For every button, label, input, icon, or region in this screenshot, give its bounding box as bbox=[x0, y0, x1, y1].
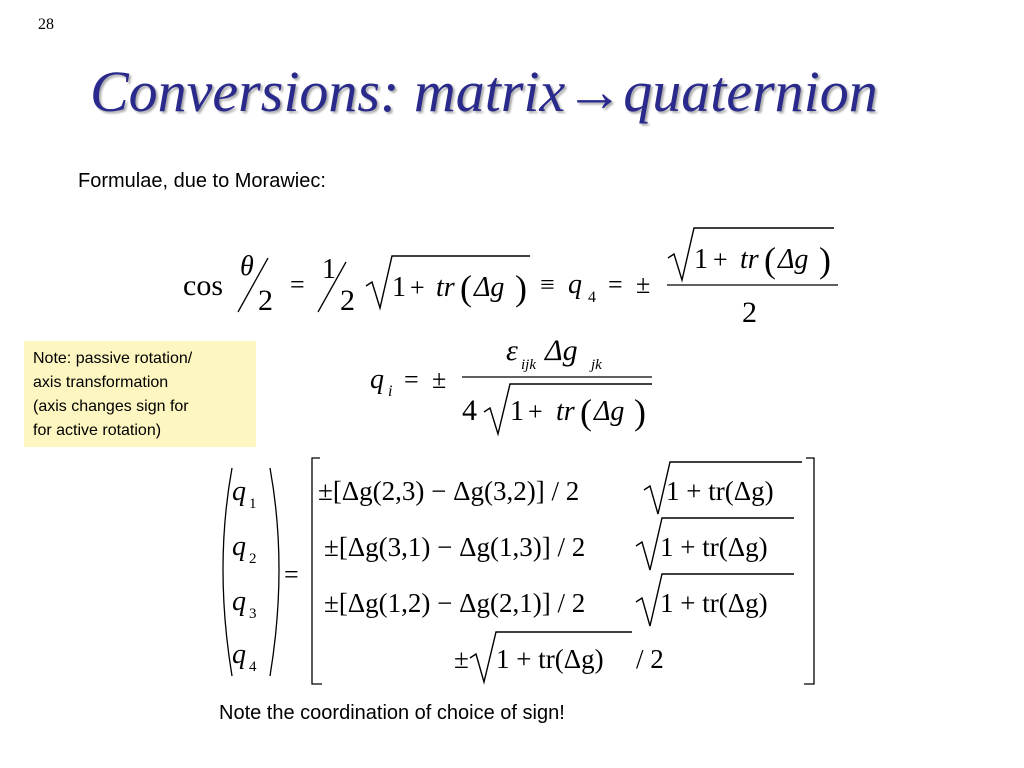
q-symbol: q bbox=[232, 586, 246, 617]
cos-text: cos bbox=[183, 269, 223, 302]
note-line: axis transformation bbox=[33, 374, 169, 391]
footer-note: Note the coordination of choice of sign! bbox=[219, 702, 565, 724]
matrix-row bbox=[454, 632, 664, 682]
row-prefix: ±[Δg(3,1) − Δg(1,3)] / 2 bbox=[324, 532, 586, 562]
plus-minus-sign: ± bbox=[636, 270, 651, 299]
epsilon-subscript: ijk bbox=[521, 357, 536, 373]
note-line: Note: passive rotation/ bbox=[33, 350, 193, 367]
delta-g: Δg bbox=[545, 334, 578, 367]
paren-open: ( bbox=[764, 240, 776, 280]
note-line: (axis changes sign for bbox=[33, 398, 189, 415]
denominator-two: 2 bbox=[742, 296, 757, 329]
paren-open: ( bbox=[460, 268, 472, 308]
q-subscript: i bbox=[388, 383, 393, 400]
equals-sign: = bbox=[290, 270, 305, 299]
g-subscript: jk bbox=[591, 357, 602, 373]
trace-text: tr bbox=[556, 396, 575, 427]
plus-sign: + bbox=[410, 273, 425, 302]
q-subscript: 4 bbox=[249, 659, 257, 675]
delta-g: Δg bbox=[474, 272, 505, 303]
right-bracket bbox=[804, 458, 814, 684]
numerator-one: 1 bbox=[322, 254, 336, 285]
q-subscript: 4 bbox=[588, 289, 596, 306]
epsilon-symbol: ε bbox=[506, 334, 518, 367]
matrix-row bbox=[318, 462, 802, 514]
q-symbol: q bbox=[232, 476, 246, 507]
equiv-sign: ≡ bbox=[540, 270, 555, 299]
row-prefix: ±[Δg(2,3) − Δg(3,2)] / 2 bbox=[318, 476, 580, 506]
q-subscript: 3 bbox=[249, 606, 257, 622]
equation-q-i bbox=[370, 334, 652, 434]
q-symbol: q bbox=[232, 639, 246, 670]
paren-close: ) bbox=[515, 268, 527, 308]
paren-open: ( bbox=[580, 392, 592, 432]
delta-g: Δg bbox=[594, 396, 625, 427]
right-paren bbox=[270, 468, 279, 676]
q-subscript: 2 bbox=[249, 551, 257, 567]
matrix-row bbox=[324, 574, 794, 626]
row-radicand: 1 + tr(Δg) bbox=[496, 644, 604, 674]
q-symbol: q bbox=[370, 364, 384, 395]
denominator-two: 2 bbox=[340, 284, 355, 317]
equation-cos-half-angle bbox=[183, 228, 838, 329]
left-paren bbox=[223, 468, 232, 676]
note-box bbox=[24, 341, 256, 447]
paren-close: ) bbox=[819, 240, 831, 280]
equals-sign: = bbox=[608, 270, 623, 299]
plus-sign: + bbox=[528, 397, 543, 426]
trace-text: tr bbox=[740, 244, 759, 275]
row-radicand: 1 + tr(Δg) bbox=[660, 532, 768, 562]
note-line: for active rotation) bbox=[33, 422, 162, 439]
equation-matrix-form bbox=[223, 458, 814, 684]
equals-sign: = bbox=[284, 560, 299, 589]
theta-symbol: θ bbox=[240, 251, 254, 282]
row-radicand: 1 + tr(Δg) bbox=[666, 476, 774, 506]
row-prefix: ±[Δg(1,2) − Δg(2,1)] / 2 bbox=[324, 588, 586, 618]
intro-text: Formulae, due to Morawiec: bbox=[78, 170, 326, 192]
delta-g: Δg bbox=[778, 244, 809, 275]
matrix-row bbox=[324, 518, 794, 570]
paren-close: ) bbox=[634, 392, 646, 432]
q-symbol: q bbox=[568, 269, 582, 300]
row-prefix: ± bbox=[454, 644, 469, 674]
row-suffix: / 2 bbox=[636, 644, 664, 674]
radicand-one: 1 bbox=[392, 272, 406, 303]
page-number: 28 bbox=[38, 16, 54, 33]
equals-sign: = bbox=[404, 365, 419, 394]
q-subscript: 1 bbox=[249, 496, 257, 512]
denominator-two: 2 bbox=[258, 284, 273, 317]
trace-text: tr bbox=[436, 272, 455, 303]
slide-title: Conversions: matrix→quaternion bbox=[90, 59, 878, 124]
plus-sign: + bbox=[713, 245, 728, 274]
plus-minus-sign: ± bbox=[432, 365, 447, 394]
lhs-vector bbox=[232, 476, 257, 675]
radicand-one: 1 bbox=[694, 244, 708, 275]
q-symbol: q bbox=[232, 531, 246, 562]
radicand-one: 1 bbox=[510, 396, 524, 427]
row-radicand: 1 + tr(Δg) bbox=[660, 588, 768, 618]
four-coefficient: 4 bbox=[462, 394, 477, 427]
